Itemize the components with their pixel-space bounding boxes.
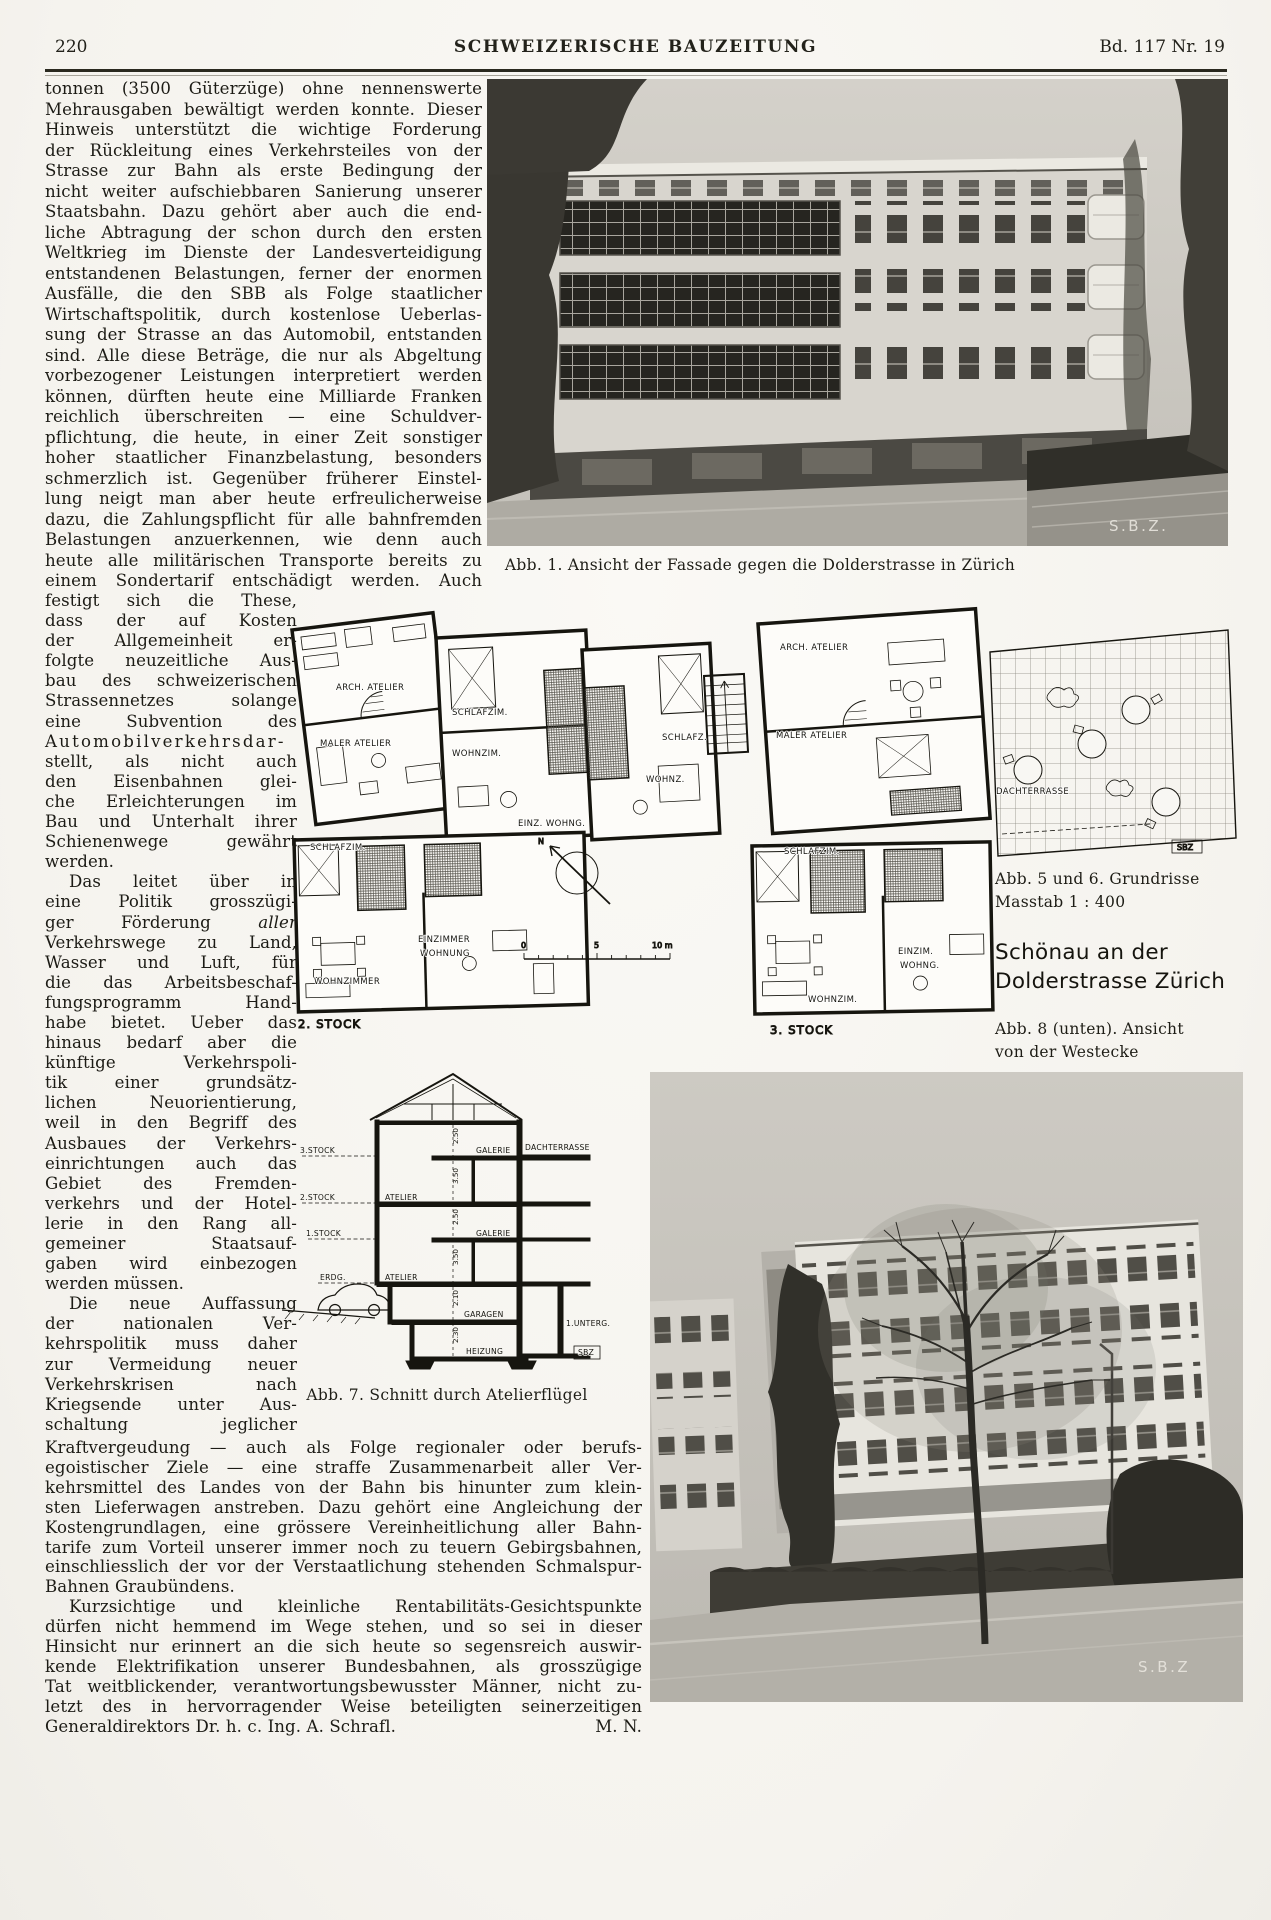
text-line: Kostengrundlagen, eine grössere Vereinheitlichung aller Bahn- — [45, 1517, 642, 1537]
room-label: HEIZUNG — [466, 1347, 504, 1356]
text-line: Tat weitblickender, verantwortungsbewusster Männer, nicht zu- — [45, 1676, 642, 1696]
project-title-line1: Schönau an der — [995, 940, 1169, 965]
text-line: der Allgemeinheit er- — [45, 631, 297, 651]
text-line: Kriegsende unter Aus- — [45, 1394, 297, 1414]
text-line: hinaus bedarf aber die — [45, 1033, 297, 1053]
text-line: liche Abtragung der schon durch den ersten — [45, 222, 482, 242]
room-label: EINZIM. — [898, 947, 934, 957]
room-label: WOHNUNG — [420, 949, 470, 959]
dim-label: 3.50 — [451, 1167, 460, 1184]
text-line: stellt, als nicht auch — [45, 751, 297, 771]
text-line: der nationalen Ver- — [45, 1314, 297, 1334]
text-line: den Eisenbahnen glei- — [45, 771, 297, 791]
text-line: pflichtung, die heute, in einer Zeit sonstiger — [45, 427, 482, 447]
text-line: Belastungen anzuerkennen, wie denn auch — [45, 530, 482, 549]
room-label: SCHLAFZIM. — [784, 847, 840, 857]
text-line: sind. Alle diese Beträge, die nur als Abgeltung — [45, 345, 482, 365]
header-rule-shadow — [45, 75, 1227, 76]
text-line: weil in den Begriff des — [45, 1113, 297, 1133]
text-line: Verkehrswege zu Land, — [45, 932, 297, 952]
signature-text: Generaldirektors Dr. h. c. Ing. A. Schrafl. — [45, 1716, 397, 1736]
header-rule — [45, 69, 1227, 72]
room-label: WOHNZ. — [646, 775, 685, 785]
room-label: MALER ATELIER — [320, 739, 392, 749]
room-label: DACHTERRASSE — [525, 1143, 590, 1152]
text-line: Bahnen Graubündens. — [45, 1577, 235, 1597]
text-line: lerie in den Rang all- — [45, 1213, 297, 1233]
text-line: Strassennetzes solange — [45, 691, 297, 711]
text-line: tik einer grundsätz- — [45, 1073, 297, 1093]
level-label: 2.STOCK — [300, 1193, 336, 1202]
text-line: Kraftvergeudung — auch als Folge regionaler oder berufs- — [45, 1438, 642, 1457]
room-label: MALER ATELIER — [776, 731, 848, 741]
author-initials: M. N. — [595, 1716, 642, 1736]
text-line: nicht weiter aufschiebbaren Sanierung unserer — [45, 181, 482, 201]
text-line: hoher staatlicher Finanzbelastung, besonders — [45, 448, 482, 467]
text-line: Gebiet des Fremden- — [45, 1173, 297, 1193]
text-line: lung neigt man aber heute erfreulicherweise — [45, 489, 482, 508]
text-line: Ausfälle, die den SBB als Folge staatlicher — [45, 284, 482, 303]
sbz-stamp: SBZ — [578, 1348, 595, 1357]
text-line: schmerzlich ist. Gegenüber früherer Einstel- — [45, 468, 482, 488]
text-line: Automobilverkehrsdar- — [45, 731, 286, 751]
text-line: Bau und Unterhalt ihrer — [45, 812, 297, 832]
text-line: ger Förderung aller — [45, 912, 297, 932]
room-label: ARCH. ATELIER — [336, 683, 405, 693]
text-line: kehrsmittel des Landes von der Bahn bis hinunter zum klein- — [45, 1477, 642, 1497]
text-line: einrichtungen auch das — [45, 1153, 297, 1173]
floor-label-2stock: 2. STOCK — [298, 1017, 362, 1031]
text-line: che Erleichterungen im — [45, 791, 297, 811]
figure-1-caption: Abb. 1. Ansicht der Fassade gegen die Dolderstrasse in Zürich — [504, 556, 1016, 574]
caption-abb5-6-line1: Abb. 5 und 6. Grundrisse — [995, 870, 1200, 888]
room-label: SCHLAFZIM. — [452, 708, 508, 718]
scale-5: 5 — [594, 941, 600, 950]
text-line: Staatsbahn. Dazu gehört aber auch die end- — [45, 202, 482, 221]
text-line: zur Vermeidung neuer — [45, 1354, 297, 1374]
scale-10: 10 m — [652, 941, 673, 950]
paragraph — [45, 872, 297, 1294]
text-line: die das Arbeitsbeschaf- — [45, 972, 297, 992]
signature-line — [45, 1717, 642, 1737]
text-line: sung der Strasse an das Automobil, entstanden — [45, 325, 482, 344]
text-line: Verkehrskrisen nach — [45, 1374, 297, 1394]
level-label: 1.STOCK — [306, 1229, 342, 1238]
text-line: einem Sondertarif entschädigt werden. Auch — [45, 571, 482, 590]
text-line: Wirtschaftspolitik, durch kostenlose Ueberlas- — [45, 304, 482, 324]
text-line: kehrspolitik muss daher — [45, 1334, 297, 1354]
photo-westecke-scene — [650, 1072, 1243, 1702]
text-line: gaben wird einbezogen — [45, 1254, 297, 1274]
dim-label: 2.50 — [451, 1127, 460, 1144]
dim-label: 2.30 — [451, 1326, 460, 1343]
text-line: schaltung jeglicher — [45, 1414, 297, 1434]
captions-block — [995, 868, 1250, 1064]
section-caption: Abb. 7. Schnitt durch Atelierflügel — [306, 1386, 588, 1404]
text-line: dürfen nicht hemmend im Wege stehen, und so sei in dieser — [45, 1617, 642, 1637]
text-line: lichen Neuorientierung, — [45, 1093, 297, 1113]
text-line: Mehrausgaben bewältigt werden konnte. Dieser — [45, 99, 482, 119]
text-line: Strasse zur Bahn als erste Bedingung der — [45, 161, 482, 180]
caption-abb8-line1: Abb. 8 (unten). Ansicht — [995, 1020, 1184, 1038]
text-line: künftige Verkehrspoli- — [45, 1053, 297, 1073]
text-line: vorbezogener Leistungen interpretiert werden — [45, 366, 482, 385]
level-label: ERDG. — [320, 1273, 346, 1282]
text-line: können, dürften heute eine Milliarde Franken — [45, 386, 482, 406]
text-line: egoistischer Ziele — eine straffe Zusammenarbeit aller Ver- — [45, 1457, 642, 1477]
figure-1-photo — [487, 79, 1228, 546]
room-label: DACHTERRASSE — [996, 787, 1070, 797]
dim-label: 2.50 — [451, 1208, 460, 1225]
north-label: N — [538, 837, 544, 846]
paragraph — [45, 1438, 642, 1597]
text-line: Wasser und Luft, für — [45, 952, 297, 972]
sbz-watermark: S.B.Z. — [1109, 517, 1169, 535]
room-label: ATELIER — [385, 1193, 418, 1202]
room-label: SCHLAFZ. — [662, 733, 708, 743]
text-line: fungsprogramm Hand- — [45, 992, 297, 1012]
text-line: heute alle militärischen Transporte bereits zu — [45, 550, 482, 570]
paragraph — [45, 1294, 297, 1435]
scale-0: 0 — [521, 941, 527, 950]
project-title — [995, 938, 1250, 996]
room-label: SCHLAFZIM. — [310, 843, 366, 853]
text-line: Hinsicht nur erinnert an die sich heute so segensreich auswir- — [45, 1637, 642, 1657]
text-line: dazu, die Zahlungspflicht für alle bahnfremden — [45, 509, 482, 529]
text-line: Kurzsichtige und kleinliche Rentabilitäts-Gesichtspunkte — [69, 1597, 642, 1617]
text-line: verkehrs und der Hotel- — [45, 1193, 297, 1213]
dim-label: 3.50 — [451, 1248, 460, 1265]
article-column-bottom — [45, 1438, 642, 1737]
article-column-narrow — [45, 591, 297, 1435]
text-line: Das leitet über in — [69, 872, 297, 892]
journal-title: SCHWEIZERISCHE BAUZEITUNG — [453, 37, 818, 57]
article-column-top — [45, 79, 482, 592]
paragraph — [45, 1597, 642, 1716]
room-label: GARAGEN — [464, 1310, 504, 1319]
figure-8-photo — [650, 1072, 1243, 1702]
issue-label: Bd. 117 Nr. 19 — [1099, 37, 1225, 57]
text-line: Schienenwege gewährt — [45, 832, 297, 852]
text-line: gemeiner Staatsauf- — [45, 1234, 297, 1253]
room-label: ATELIER — [385, 1273, 418, 1282]
text-line: eine Politik grosszügi- — [45, 892, 297, 912]
text-line: einschliesslich der vor der Verstaatlichung stehenden Schmalspur- — [45, 1557, 642, 1577]
room-label: GALERIE — [476, 1229, 511, 1238]
sbz-watermark: S.B.Z — [1138, 1658, 1191, 1676]
room-label: EINZ. WOHNG. — [518, 819, 586, 829]
page-number: 220 — [55, 37, 88, 57]
room-label: WOHNZIMMER — [314, 977, 381, 987]
text-line: tonnen (3500 Güterzüge) ohne nennenswerte — [45, 79, 482, 98]
plan-2stock — [292, 613, 748, 1031]
text-line: kende Elektrifikation unserer Bundesbahnen, als grosszügige — [45, 1656, 642, 1676]
text-line: folgte neuzeitliche Aus- — [45, 651, 297, 671]
text-line: eine Subvention des — [45, 711, 297, 731]
caption-abb8-line2: von der Westecke — [995, 1043, 1139, 1061]
level-label: 3.STOCK — [300, 1146, 336, 1155]
text-line: dass der auf Kosten — [45, 611, 297, 631]
floor-label-3stock: 3. STOCK — [770, 1023, 834, 1037]
room-label: WOHNG. — [900, 961, 940, 971]
text-line: bau des schweizerischen — [45, 671, 297, 691]
photo-facade-scene — [487, 79, 1228, 546]
text-line: Hinweis unterstützt die wichtige Forderung — [45, 120, 482, 139]
text-line: tarife zum Vorteil unserer immer noch zu teuern Gebirgsbahnen, — [45, 1537, 642, 1557]
room-label: WOHNZIM. — [808, 995, 858, 1005]
text-line: Die neue Auffassung — [69, 1294, 297, 1314]
room-label: GALERIE — [476, 1146, 511, 1155]
sbz-stamp: SBZ — [1177, 843, 1194, 852]
text-line: sten Lieferwagen anstreben. Dazu gehört eine Angleichung der — [45, 1497, 642, 1517]
room-label: 1.UNTERG. — [566, 1319, 611, 1328]
caption-abb5-6-line2: Masstab 1 : 400 — [995, 893, 1126, 911]
dim-label: 2.10 — [451, 1289, 460, 1306]
room-label: EINZIMMER — [418, 935, 471, 945]
text-line: reichlich überschreiten — eine Schuldver- — [45, 407, 482, 426]
text-line: entstandenen Belastungen, ferner der enormen — [45, 263, 482, 283]
paragraph — [45, 591, 297, 872]
text-line: werden. — [45, 852, 115, 872]
section-drawing — [282, 1058, 612, 1380]
text-line: werden müssen. — [45, 1274, 184, 1294]
room-label: ARCH. ATELIER — [780, 643, 849, 653]
text-line: festigt sich die These, — [45, 591, 297, 610]
room-label: WOHNZIM. — [452, 749, 502, 759]
text-line: habe bietet. Ueber das — [45, 1012, 297, 1032]
text-line: letzt des in hervorragender Weise beteiligten seinerzeitigen — [45, 1696, 642, 1716]
text-line: Ausbaues der Verkehrs- — [45, 1133, 297, 1153]
text-line: der Rückleitung eines Verkehrsteiles von der — [45, 140, 482, 160]
text-line: Weltkrieg im Dienste der Landesverteidigung — [45, 243, 482, 262]
project-title-line2: Dolderstrasse Zürich — [995, 969, 1226, 994]
